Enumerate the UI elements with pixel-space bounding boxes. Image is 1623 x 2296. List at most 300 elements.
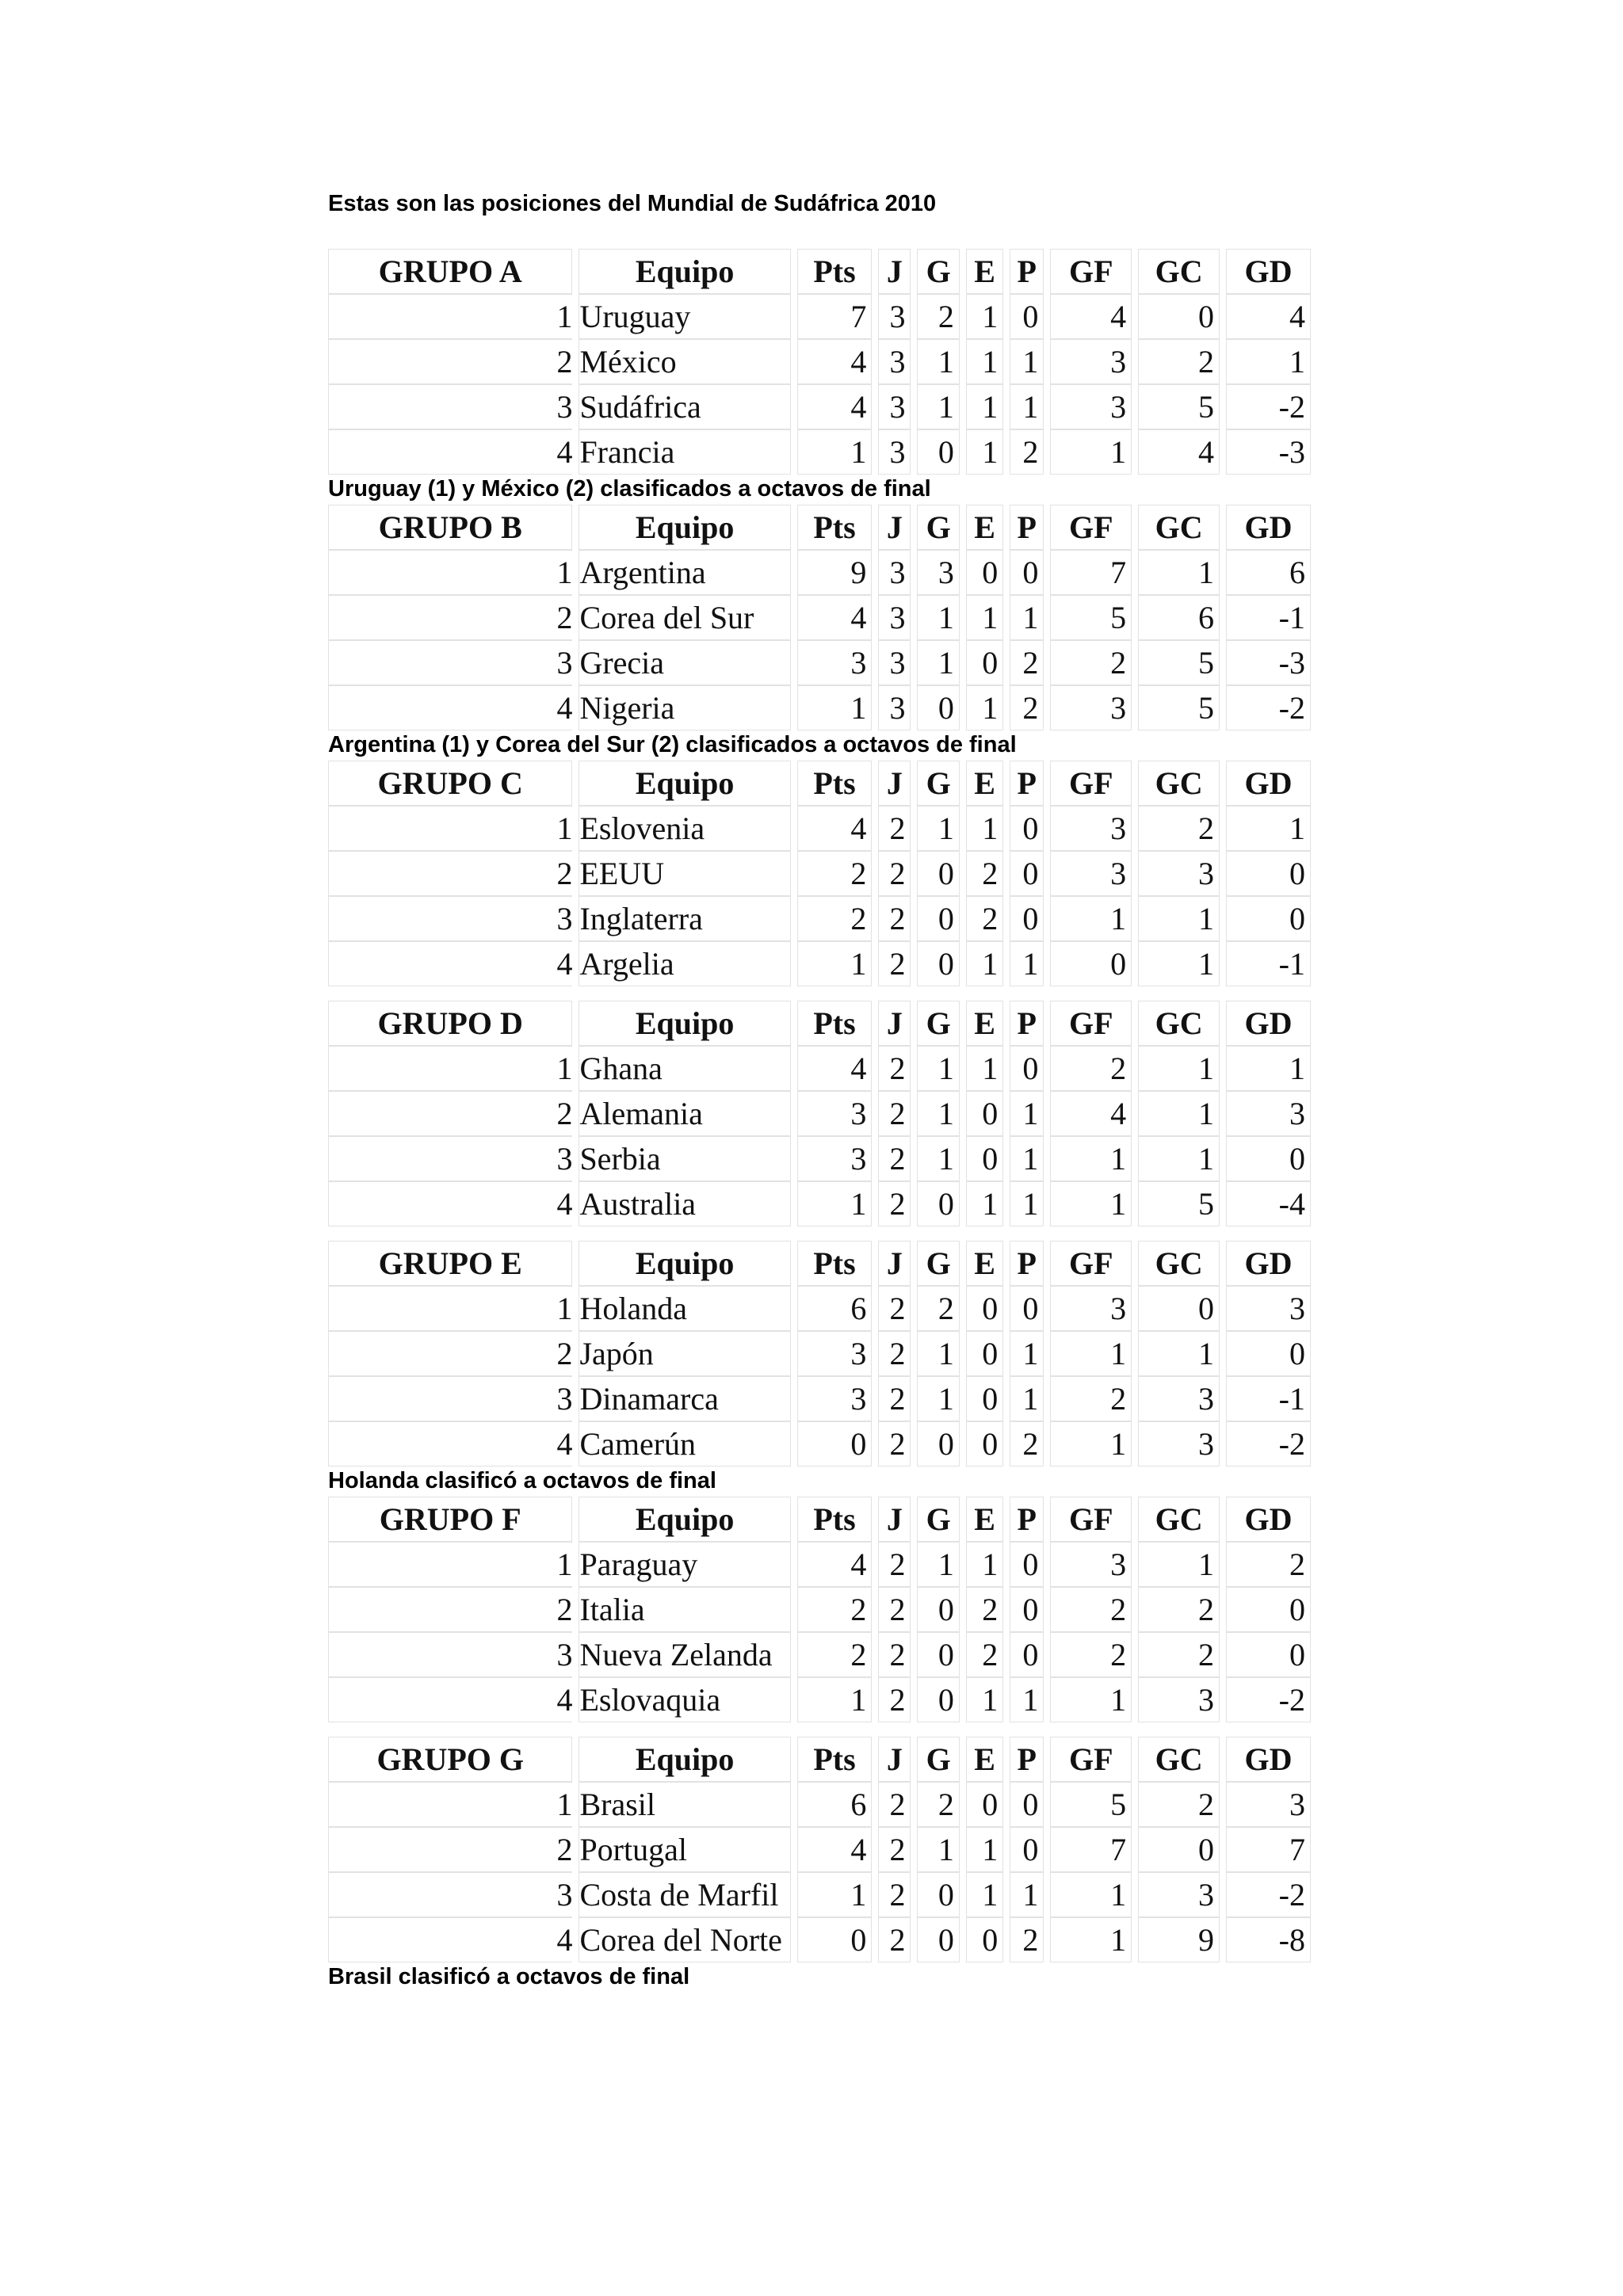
j-cell: 2 <box>878 1827 911 1872</box>
p-cell: 1 <box>1010 1872 1044 1917</box>
gf-cell: 4 <box>1050 1091 1132 1136</box>
gf-cell: 3 <box>1050 685 1132 730</box>
position-cell: 4 <box>328 1677 572 1722</box>
gc-cell: 2 <box>1138 1782 1220 1827</box>
table-header-row <box>328 505 1311 550</box>
table-row <box>328 1331 1311 1376</box>
e-cell: 2 <box>966 1632 1003 1677</box>
g-cell: 2 <box>917 1782 959 1827</box>
g-cell: 2 <box>917 294 959 339</box>
p-cell: 1 <box>1010 1677 1044 1722</box>
standings-table <box>322 1001 1317 1226</box>
gc-cell: 5 <box>1138 1181 1220 1226</box>
column-header-gd: GD <box>1226 249 1311 294</box>
table-row <box>328 806 1311 851</box>
gd-cell: 0 <box>1226 1331 1311 1376</box>
column-header-gf: GF <box>1050 761 1132 806</box>
p-cell: 1 <box>1010 1181 1044 1226</box>
g-cell: 3 <box>917 550 959 595</box>
g-cell: 1 <box>917 806 959 851</box>
g-cell: 0 <box>917 1587 959 1632</box>
team-cell: Grecia <box>579 640 790 685</box>
gd-cell: -1 <box>1226 1376 1311 1421</box>
team-cell: Camerún <box>579 1421 790 1466</box>
gc-cell: 1 <box>1138 1331 1220 1376</box>
team-cell: Corea del Norte <box>579 1917 790 1962</box>
column-header-p: P <box>1010 249 1044 294</box>
gd-cell: 0 <box>1226 851 1311 896</box>
pts-cell: 3 <box>797 1331 873 1376</box>
column-header-pts: Pts <box>797 1737 873 1782</box>
team-cell: Nueva Zelanda <box>579 1632 790 1677</box>
e-cell: 0 <box>966 1782 1003 1827</box>
column-header-gc: GC <box>1138 1001 1220 1046</box>
column-header-team: Equipo <box>579 761 790 806</box>
team-cell: Francia <box>579 429 790 475</box>
gd-cell: -1 <box>1226 941 1311 986</box>
gc-cell: 3 <box>1138 1421 1220 1466</box>
pts-cell: 7 <box>797 294 873 339</box>
e-cell: 1 <box>966 339 1003 384</box>
column-header-gf: GF <box>1050 1737 1132 1782</box>
e-cell: 2 <box>966 896 1003 941</box>
pts-cell: 1 <box>797 429 873 475</box>
gc-cell: 1 <box>1138 941 1220 986</box>
table-row <box>328 1827 1311 1872</box>
p-cell: 2 <box>1010 1421 1044 1466</box>
column-header-j: J <box>878 761 911 806</box>
position-cell: 1 <box>328 550 572 595</box>
position-cell: 2 <box>328 1587 572 1632</box>
team-cell: Nigeria <box>579 685 790 730</box>
position-cell: 3 <box>328 1872 572 1917</box>
pts-cell: 4 <box>797 1046 873 1091</box>
group-g <box>328 1737 1311 1991</box>
j-cell: 3 <box>878 685 911 730</box>
column-header-team: Equipo <box>579 1241 790 1286</box>
p-cell: 0 <box>1010 1782 1044 1827</box>
gc-cell: 1 <box>1138 550 1220 595</box>
table-row <box>328 384 1311 429</box>
pts-cell: 1 <box>797 941 873 986</box>
column-header-gf: GF <box>1050 1241 1132 1286</box>
j-cell: 2 <box>878 941 911 986</box>
g-cell: 1 <box>917 1091 959 1136</box>
column-header-gf: GF <box>1050 505 1132 550</box>
gf-cell: 2 <box>1050 1046 1132 1091</box>
e-cell: 1 <box>966 941 1003 986</box>
gf-cell: 5 <box>1050 1782 1132 1827</box>
column-header-g: G <box>917 1241 959 1286</box>
pts-cell: 6 <box>797 1782 873 1827</box>
gd-cell: -4 <box>1226 1181 1311 1226</box>
column-header-gc: GC <box>1138 1241 1220 1286</box>
gf-cell: 2 <box>1050 640 1132 685</box>
g-cell: 1 <box>917 1046 959 1091</box>
e-cell: 0 <box>966 1136 1003 1181</box>
pts-cell: 1 <box>797 1677 873 1722</box>
column-header-gd: GD <box>1226 1241 1311 1286</box>
position-cell: 1 <box>328 1286 572 1331</box>
team-cell: Corea del Sur <box>579 595 790 640</box>
position-cell: 1 <box>328 1046 572 1091</box>
gf-cell: 1 <box>1050 429 1132 475</box>
j-cell: 2 <box>878 1046 911 1091</box>
j-cell: 3 <box>878 294 911 339</box>
e-cell: 1 <box>966 294 1003 339</box>
e-cell: 0 <box>966 1421 1003 1466</box>
gc-cell: 4 <box>1138 429 1220 475</box>
pts-cell: 4 <box>797 806 873 851</box>
e-cell: 0 <box>966 1331 1003 1376</box>
column-header-j: J <box>878 505 911 550</box>
p-cell: 0 <box>1010 896 1044 941</box>
standings-table <box>322 1241 1317 1466</box>
table-header-row <box>328 1001 1311 1046</box>
g-cell: 0 <box>917 896 959 941</box>
position-cell: 1 <box>328 294 572 339</box>
gd-cell: -1 <box>1226 595 1311 640</box>
position-cell: 4 <box>328 1421 572 1466</box>
group-name: GRUPO D <box>328 1001 572 1046</box>
group-name: GRUPO B <box>328 505 572 550</box>
groups-container <box>328 249 1311 1991</box>
p-cell: 1 <box>1010 941 1044 986</box>
column-header-e: E <box>966 505 1003 550</box>
gd-cell: 4 <box>1226 294 1311 339</box>
pts-cell: 2 <box>797 851 873 896</box>
gd-cell: -8 <box>1226 1917 1311 1962</box>
table-header-row <box>328 1497 1311 1542</box>
p-cell: 0 <box>1010 806 1044 851</box>
p-cell: 1 <box>1010 1091 1044 1136</box>
e-cell: 1 <box>966 595 1003 640</box>
position-cell: 3 <box>328 1136 572 1181</box>
gd-cell: 1 <box>1226 339 1311 384</box>
standings-table <box>322 761 1317 986</box>
g-cell: 1 <box>917 339 959 384</box>
position-cell: 3 <box>328 640 572 685</box>
table-header-row <box>328 1737 1311 1782</box>
j-cell: 3 <box>878 384 911 429</box>
column-header-pts: Pts <box>797 249 873 294</box>
gd-cell: -2 <box>1226 1872 1311 1917</box>
column-header-gd: GD <box>1226 1001 1311 1046</box>
gc-cell: 1 <box>1138 896 1220 941</box>
gc-cell: 1 <box>1138 1136 1220 1181</box>
e-cell: 1 <box>966 806 1003 851</box>
g-cell: 0 <box>917 1421 959 1466</box>
group-name: GRUPO F <box>328 1497 572 1542</box>
j-cell: 2 <box>878 1181 911 1226</box>
position-cell: 2 <box>328 1091 572 1136</box>
group-f <box>328 1497 1311 1722</box>
e-cell: 0 <box>966 1376 1003 1421</box>
gf-cell: 5 <box>1050 595 1132 640</box>
team-cell: Dinamarca <box>579 1376 790 1421</box>
column-header-gf: GF <box>1050 1001 1132 1046</box>
column-header-pts: Pts <box>797 1497 873 1542</box>
team-cell: Alemania <box>579 1091 790 1136</box>
pts-cell: 9 <box>797 550 873 595</box>
j-cell: 2 <box>878 1782 911 1827</box>
j-cell: 2 <box>878 1587 911 1632</box>
p-cell: 0 <box>1010 1827 1044 1872</box>
column-header-g: G <box>917 761 959 806</box>
pts-cell: 0 <box>797 1421 873 1466</box>
g-cell: 1 <box>917 640 959 685</box>
pts-cell: 3 <box>797 640 873 685</box>
position-cell: 4 <box>328 1917 572 1962</box>
column-header-j: J <box>878 1001 911 1046</box>
pts-cell: 6 <box>797 1286 873 1331</box>
g-cell: 1 <box>917 1376 959 1421</box>
table-header-row <box>328 761 1311 806</box>
gc-cell: 1 <box>1138 1046 1220 1091</box>
gf-cell: 3 <box>1050 339 1132 384</box>
gd-cell: 3 <box>1226 1782 1311 1827</box>
gd-cell: 0 <box>1226 1587 1311 1632</box>
table-row <box>328 1046 1311 1091</box>
gc-cell: 3 <box>1138 1872 1220 1917</box>
p-cell: 1 <box>1010 1331 1044 1376</box>
table-row <box>328 1632 1311 1677</box>
column-header-p: P <box>1010 1737 1044 1782</box>
j-cell: 3 <box>878 550 911 595</box>
gc-cell: 1 <box>1138 1091 1220 1136</box>
column-header-e: E <box>966 249 1003 294</box>
j-cell: 2 <box>878 1872 911 1917</box>
p-cell: 0 <box>1010 1286 1044 1331</box>
column-header-gc: GC <box>1138 505 1220 550</box>
table-row <box>328 1917 1311 1962</box>
group-e <box>328 1241 1311 1495</box>
gf-cell: 1 <box>1050 1181 1132 1226</box>
g-cell: 1 <box>917 1827 959 1872</box>
column-header-e: E <box>966 761 1003 806</box>
gc-cell: 3 <box>1138 851 1220 896</box>
j-cell: 2 <box>878 1376 911 1421</box>
table-header-row <box>328 1241 1311 1286</box>
p-cell: 1 <box>1010 1136 1044 1181</box>
column-header-team: Equipo <box>579 1737 790 1782</box>
gf-cell: 1 <box>1050 896 1132 941</box>
j-cell: 2 <box>878 1286 911 1331</box>
column-header-p: P <box>1010 761 1044 806</box>
pts-cell: 2 <box>797 896 873 941</box>
column-header-gc: GC <box>1138 1497 1220 1542</box>
gf-cell: 3 <box>1050 1286 1132 1331</box>
gc-cell: 2 <box>1138 1632 1220 1677</box>
j-cell: 3 <box>878 339 911 384</box>
position-cell: 2 <box>328 339 572 384</box>
standings-table <box>322 1497 1317 1722</box>
qualification-note: Brasil clasificó a octavos de final <box>328 1964 690 1989</box>
table-row <box>328 1091 1311 1136</box>
group-b <box>328 505 1311 759</box>
e-cell: 1 <box>966 384 1003 429</box>
table-row <box>328 1181 1311 1226</box>
g-cell: 0 <box>917 851 959 896</box>
team-cell: Serbia <box>579 1136 790 1181</box>
e-cell: 2 <box>966 851 1003 896</box>
table-row <box>328 1542 1311 1587</box>
gd-cell: 3 <box>1226 1091 1311 1136</box>
column-header-gf: GF <box>1050 249 1132 294</box>
gc-cell: 2 <box>1138 806 1220 851</box>
j-cell: 2 <box>878 806 911 851</box>
pts-cell: 4 <box>797 339 873 384</box>
position-cell: 2 <box>328 851 572 896</box>
gc-cell: 0 <box>1138 1827 1220 1872</box>
team-cell: Paraguay <box>579 1542 790 1587</box>
table-row <box>328 595 1311 640</box>
table-row <box>328 294 1311 339</box>
gf-cell: 1 <box>1050 1421 1132 1466</box>
gd-cell: 2 <box>1226 1542 1311 1587</box>
p-cell: 2 <box>1010 640 1044 685</box>
table-header-row <box>328 249 1311 294</box>
gf-cell: 1 <box>1050 1917 1132 1962</box>
team-cell: México <box>579 339 790 384</box>
gd-cell: -2 <box>1226 1421 1311 1466</box>
column-header-g: G <box>917 1497 959 1542</box>
column-header-pts: Pts <box>797 505 873 550</box>
gf-cell: 1 <box>1050 1136 1132 1181</box>
gd-cell: 0 <box>1226 896 1311 941</box>
position-cell: 3 <box>328 1376 572 1421</box>
pts-cell: 1 <box>797 1181 873 1226</box>
p-cell: 1 <box>1010 339 1044 384</box>
team-cell: Uruguay <box>579 294 790 339</box>
position-cell: 3 <box>328 384 572 429</box>
e-cell: 1 <box>966 1542 1003 1587</box>
gc-cell: 5 <box>1138 640 1220 685</box>
gd-cell: -3 <box>1226 429 1311 475</box>
j-cell: 2 <box>878 851 911 896</box>
g-cell: 0 <box>917 1181 959 1226</box>
group-name: GRUPO E <box>328 1241 572 1286</box>
gc-cell: 3 <box>1138 1677 1220 1722</box>
column-header-gc: GC <box>1138 249 1220 294</box>
gf-cell: 3 <box>1050 806 1132 851</box>
position-cell: 2 <box>328 1827 572 1872</box>
gf-cell: 3 <box>1050 384 1132 429</box>
column-header-gc: GC <box>1138 761 1220 806</box>
pts-cell: 3 <box>797 1136 873 1181</box>
e-cell: 1 <box>966 1827 1003 1872</box>
table-row <box>328 1286 1311 1331</box>
pts-cell: 3 <box>797 1091 873 1136</box>
team-cell: Australia <box>579 1181 790 1226</box>
column-header-j: J <box>878 1737 911 1782</box>
e-cell: 1 <box>966 1181 1003 1226</box>
j-cell: 2 <box>878 1331 911 1376</box>
position-cell: 2 <box>328 1331 572 1376</box>
e-cell: 0 <box>966 1917 1003 1962</box>
column-header-pts: Pts <box>797 761 873 806</box>
j-cell: 2 <box>878 1917 911 1962</box>
gd-cell: -2 <box>1226 1677 1311 1722</box>
gf-cell: 1 <box>1050 1677 1132 1722</box>
column-header-pts: Pts <box>797 1241 873 1286</box>
p-cell: 0 <box>1010 1632 1044 1677</box>
j-cell: 2 <box>878 1677 911 1722</box>
e-cell: 1 <box>966 429 1003 475</box>
gd-cell: 0 <box>1226 1136 1311 1181</box>
column-header-gd: GD <box>1226 761 1311 806</box>
qualification-note: Argentina (1) y Corea del Sur (2) clasificados a octavos de final <box>328 732 1017 757</box>
gf-cell: 2 <box>1050 1376 1132 1421</box>
gc-cell: 0 <box>1138 294 1220 339</box>
gc-cell: 5 <box>1138 685 1220 730</box>
table-row <box>328 941 1311 986</box>
e-cell: 1 <box>966 1046 1003 1091</box>
document-page <box>328 190 1311 1993</box>
g-cell: 0 <box>917 1917 959 1962</box>
qualification-note: Uruguay (1) y México (2) clasificados a octavos de final <box>328 476 931 502</box>
table-row <box>328 429 1311 475</box>
table-row <box>328 339 1311 384</box>
team-cell: EEUU <box>579 851 790 896</box>
column-header-gd: GD <box>1226 1497 1311 1542</box>
team-cell: Eslovenia <box>579 806 790 851</box>
gf-cell: 3 <box>1050 851 1132 896</box>
team-cell: Portugal <box>579 1827 790 1872</box>
p-cell: 0 <box>1010 1046 1044 1091</box>
column-header-team: Equipo <box>579 1497 790 1542</box>
pts-cell: 1 <box>797 1872 873 1917</box>
group-name: GRUPO A <box>328 249 572 294</box>
team-cell: Argentina <box>579 550 790 595</box>
group-name: GRUPO G <box>328 1737 572 1782</box>
position-cell: 1 <box>328 1782 572 1827</box>
column-header-p: P <box>1010 1001 1044 1046</box>
g-cell: 1 <box>917 1136 959 1181</box>
gf-cell: 7 <box>1050 1827 1132 1872</box>
column-header-gc: GC <box>1138 1737 1220 1782</box>
e-cell: 1 <box>966 685 1003 730</box>
gf-cell: 2 <box>1050 1587 1132 1632</box>
standings-table <box>322 1737 1317 1962</box>
column-header-p: P <box>1010 1497 1044 1542</box>
g-cell: 0 <box>917 941 959 986</box>
gf-cell: 7 <box>1050 550 1132 595</box>
j-cell: 2 <box>878 1421 911 1466</box>
g-cell: 0 <box>917 1632 959 1677</box>
column-header-e: E <box>966 1737 1003 1782</box>
group-a <box>328 249 1311 503</box>
e-cell: 0 <box>966 1091 1003 1136</box>
team-cell: Japón <box>579 1331 790 1376</box>
gd-cell: 0 <box>1226 1632 1311 1677</box>
position-cell: 4 <box>328 685 572 730</box>
column-header-e: E <box>966 1497 1003 1542</box>
column-header-e: E <box>966 1241 1003 1286</box>
team-cell: Ghana <box>579 1046 790 1091</box>
gf-cell: 0 <box>1050 941 1132 986</box>
gc-cell: 9 <box>1138 1917 1220 1962</box>
g-cell: 2 <box>917 1286 959 1331</box>
pts-cell: 2 <box>797 1587 873 1632</box>
position-cell: 4 <box>328 941 572 986</box>
g-cell: 0 <box>917 1677 959 1722</box>
p-cell: 1 <box>1010 595 1044 640</box>
j-cell: 3 <box>878 429 911 475</box>
column-header-e: E <box>966 1001 1003 1046</box>
gc-cell: 1 <box>1138 1542 1220 1587</box>
p-cell: 1 <box>1010 1376 1044 1421</box>
